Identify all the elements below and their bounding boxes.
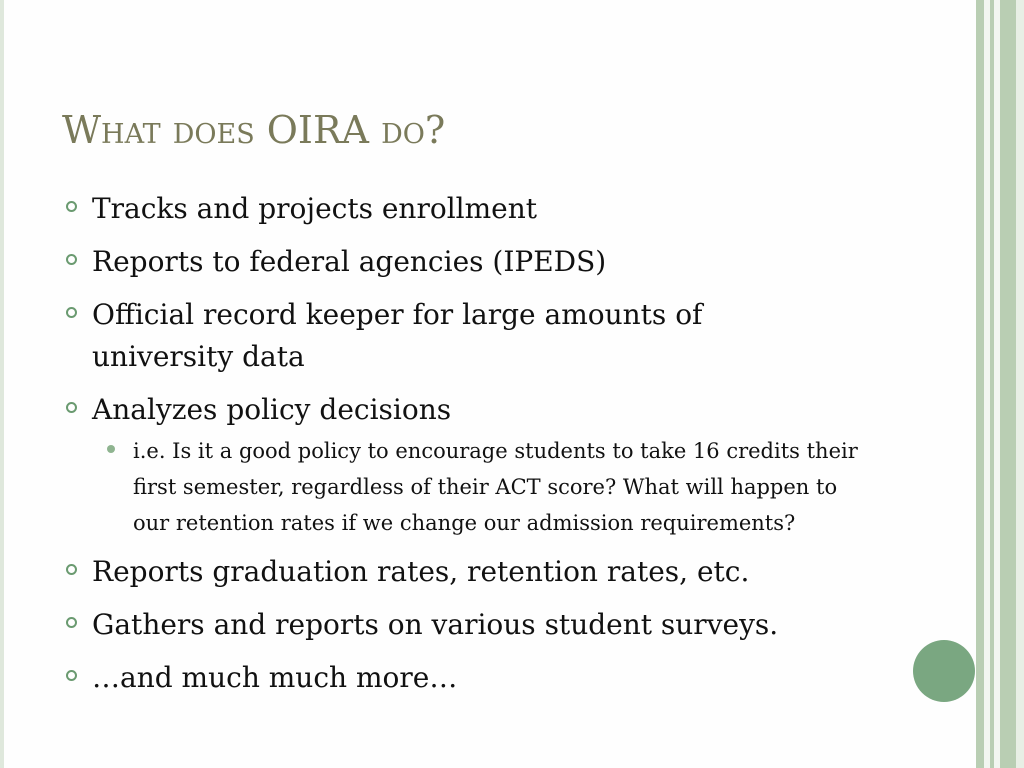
right-stripe: [1016, 0, 1024, 768]
right-stripe: [976, 0, 984, 768]
bullet-text: Reports to federal agencies (IPEDS): [92, 245, 607, 278]
decorative-circle: [913, 640, 975, 702]
sub-bullet-text: i.e. Is it a good policy to encourage students to take 16 credits their first semester, regardless of their ACT score? What will happen to our retention rates if we change our admission requirements?: [133, 439, 858, 535]
bullet-text: Reports graduation rates, retention rates, etc.: [92, 555, 750, 588]
bullet-ring-icon: [66, 617, 77, 628]
bullet-ring-icon: [66, 564, 77, 575]
slide-title: What does OIRA do?: [62, 108, 446, 152]
bullet-ring-icon: [66, 254, 77, 265]
bullet-item: [62, 294, 882, 378]
bullet-text: Gathers and reports on various student surveys.: [92, 608, 779, 641]
bullet-item: [62, 657, 882, 699]
bullet-list: [62, 188, 882, 710]
right-stripe: [1000, 0, 1016, 768]
bullet-item: [62, 241, 882, 283]
bullet-ring-icon: [66, 670, 77, 681]
bullet-text: Official record keeper for large amounts of university data: [92, 298, 703, 373]
bullet-text: …and much much more…: [92, 661, 458, 694]
bullet-ring-icon: [66, 402, 77, 413]
bullet-item: [62, 188, 882, 230]
sub-bullet-item: [107, 433, 863, 541]
sub-bullet-dot-icon: [107, 445, 115, 453]
bullet-item: [62, 551, 882, 593]
bullet-item: [62, 604, 882, 646]
bullet-text: Analyzes policy decisions: [92, 393, 452, 426]
left-edge-stripe: [0, 0, 4, 768]
bullet-text: Tracks and projects enrollment: [92, 192, 538, 225]
bullet-ring-icon: [66, 201, 77, 212]
bullet-item: [62, 389, 882, 431]
bullet-ring-icon: [66, 307, 77, 318]
